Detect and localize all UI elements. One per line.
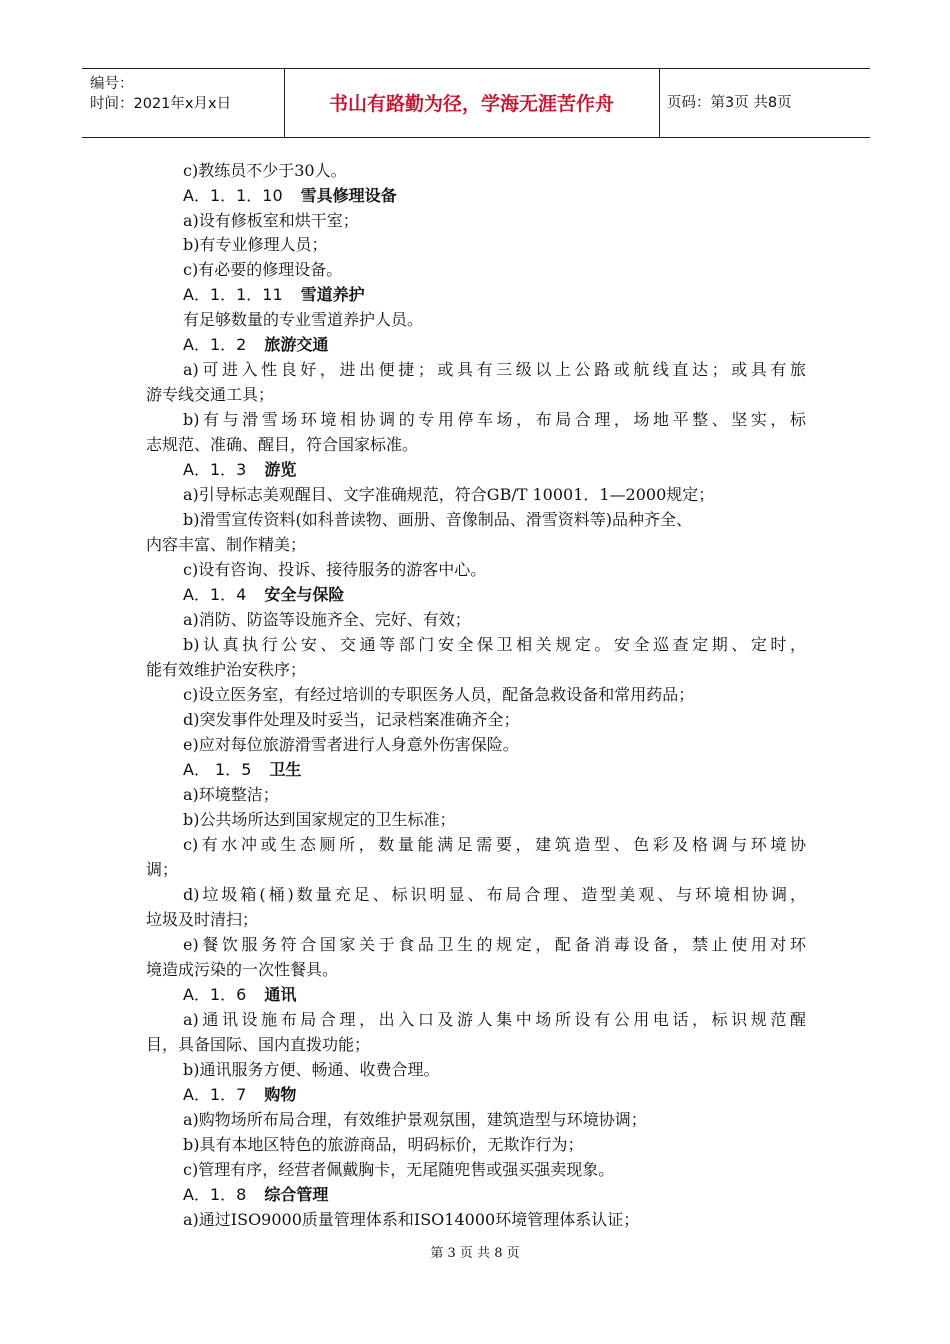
body-line: e)应对每位旅游滑雪者进行人身意外伤害保险。 — [183, 735, 519, 754]
header-left-cell — [82, 69, 285, 137]
body-line: b)公共场所达到国家规定的卫生标准； — [183, 810, 456, 829]
section-title: 卫生 — [269, 760, 302, 779]
body-line: a)通过ISO9000质量管理体系和ISO14000环境管理体系认证； — [183, 1210, 640, 1229]
body-line: d)突发事件处理及时妥当，记录档案准确齐全； — [183, 710, 520, 729]
header-page-info: 页码：第3页 共8页 — [667, 95, 792, 111]
body-line: d)垃圾箱(桶)数量充足、标识明显、布局合理、造型美观、与环境相协调， — [183, 885, 806, 904]
header-motto-cell — [284, 69, 660, 137]
section-heading — [183, 460, 296, 480]
section-heading — [183, 985, 296, 1005]
section-title: 雪具修理设备 — [300, 186, 397, 205]
section-number: A．1．8 — [183, 1185, 247, 1204]
section-heading — [183, 285, 365, 305]
section-title: 安全与保险 — [264, 585, 345, 604]
body-line: 游专线交通工具； — [146, 385, 275, 404]
body-line: a)设有修板室和烘干室； — [183, 211, 359, 230]
body-line: b)具有本地区特色的旅游商品，明码标价，无欺诈行为； — [183, 1135, 584, 1154]
section-title: 雪道养护 — [300, 285, 365, 304]
body-line: c)管理有序，经营者佩戴胸卡，无尾随兜售或强买强卖现象。 — [183, 1160, 615, 1179]
body-line: a)引导标志美观醒目、文字准确规范，符合GB/T 10001．1—2000规定； — [183, 485, 715, 504]
doc-date: 时间：2021年x月x日 — [90, 96, 232, 112]
body-line: b)有专业修理人员； — [183, 235, 328, 254]
section-number: A． 1．5 — [183, 760, 252, 779]
body-line: 垃圾及时清扫； — [146, 910, 259, 929]
body-line: c)有必要的修理设备。 — [183, 260, 343, 279]
section-heading — [183, 760, 301, 780]
section-number: A．1．3 — [183, 460, 247, 479]
header-motto: 书山有路勤为径，学海无涯苦作舟 — [328, 93, 614, 115]
body-line: c)有水冲或生态厕所，数量能满足需要，建筑造型、色彩及格调与环境协 — [183, 835, 806, 854]
body-line: a)购物场所布局合理，有效维护景观氛围，建筑造型与环境协调； — [183, 1110, 647, 1129]
body-line: 有足够数量的专业雪道养护人员。 — [183, 310, 424, 329]
body-line: 目，具备国际、国内直拨功能； — [146, 1035, 371, 1054]
body-line: 内容丰富、制作精美； — [146, 535, 307, 554]
header-right-cell — [659, 69, 870, 137]
body-line: c)设有咨询、投诉、接待服务的游客中心。 — [183, 560, 487, 579]
section-title: 购物 — [264, 1085, 297, 1104]
section-number: A．1．1．11 — [183, 285, 283, 304]
section-heading — [183, 585, 344, 605]
section-number: A．1．7 — [183, 1085, 247, 1104]
section-heading — [183, 1085, 296, 1105]
body-line: 境造成污染的一次性餐具。 — [146, 960, 339, 979]
body-line: b)有与滑雪场环境相协调的专用停车场，布局合理，场地平整、坚实，标 — [183, 410, 806, 429]
section-title: 综合管理 — [264, 1185, 329, 1204]
section-number: A．1．4 — [183, 585, 247, 604]
body-line: c)教练员不少于30人。 — [183, 161, 347, 180]
page-header — [82, 68, 870, 138]
body-line: 调； — [146, 860, 179, 879]
body-line: 能有效维护治安秩序； — [146, 660, 307, 679]
doc-number-label: 编号： — [90, 76, 134, 92]
body-line: b)认真执行公安、交通等部门安全保卫相关规定。安全巡查定期、定时， — [183, 635, 806, 654]
body-line: a)可进入性良好，进出便捷；或具有三级以上公路或航线直达；或具有旅 — [183, 360, 806, 379]
body-line: 志规范、准确、醒目，符合国家标准。 — [146, 435, 419, 454]
body-line: c)设立医务室，有经过培训的专职医务人员，配备急救设备和常用药品； — [183, 685, 695, 704]
body-line: b)滑雪宣传资料(如科普读物、画册、音像制品、滑雪资料等)品种齐全、 — [183, 510, 692, 529]
page-footer: 第 3 页 共 8 页 — [430, 1246, 520, 1261]
section-heading — [183, 1185, 328, 1205]
body-line: b)通讯服务方便、畅通、收费合理。 — [183, 1060, 440, 1079]
section-title: 通讯 — [264, 985, 297, 1004]
section-heading — [183, 335, 328, 355]
section-title: 旅游交通 — [264, 335, 329, 354]
body-line: a)消防、防盗等设施齐全、完好、有效； — [183, 610, 471, 629]
body-line: e)餐饮服务符合国家关于食品卫生的规定，配备消毒设备，禁止使用对环 — [183, 935, 806, 954]
section-title: 游览 — [264, 460, 297, 479]
section-number: A．1．6 — [183, 985, 247, 1004]
body-line: a)环境整洁； — [183, 785, 279, 804]
section-number: A．1．1．10 — [183, 186, 283, 205]
section-heading — [183, 186, 397, 206]
body-line: a)通讯设施布局合理，出入口及游人集中场所设有公用电话，标识规范醒 — [183, 1010, 806, 1029]
section-number: A．1．2 — [183, 335, 247, 354]
